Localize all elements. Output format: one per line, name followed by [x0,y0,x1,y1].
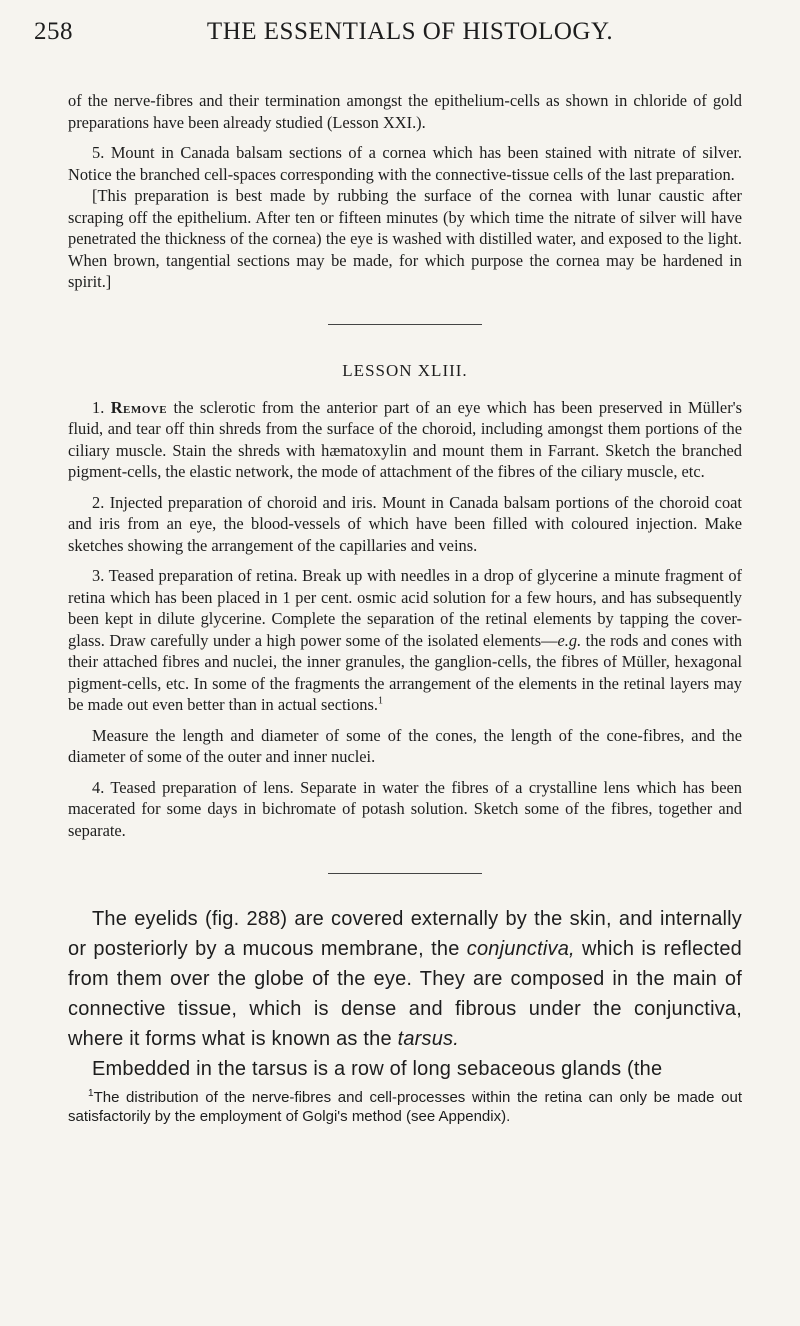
lesson-item-1 [68,397,742,483]
footnote-ref: 1 [377,695,383,707]
running-header [34,18,756,52]
page-number: 258 [34,18,73,45]
footnote-mark: 1 [88,1088,94,1099]
term-tarsus: tarsus. [397,1028,459,1050]
item-text-b: the rods and cones with their attached fibres and nuclei, the inner granules, the ganglion-cells, the fibres of Müller, hexagonal pigment-cells, etc. In some of the fragments the arrangement of the elements in the retinal layers may be made out even better than in actual sections. [68,630,742,714]
footnote-body: The distribution of the nerve-fibres and cell-processes within the retina can only be made out satisfactorily by the employment of Golgi's method (see Appendix). [68,1089,742,1125]
section-divider-2 [328,873,482,874]
lesson-item-2: 2. Injected preparation of choroid and iris. Mount in Canada balsam portions of the choroid coat and iris from an eye, the blood-vessels of which have been filled with coloured injection. Make sketches showing the arrangement of the capillaries and veins. [68,492,742,555]
main-text [68,904,742,1084]
item-number: 1. [92,397,105,417]
footnote-text [68,1088,742,1126]
paragraph-item-5: 5. Mount in Canada balsam sections of a cornea which has been stained with nitrate of silver. Notice the branched cell-spaces corresponding with the connective-tissue cells of the last preparation. [68,143,742,184]
item-text-a: 3. Teased preparation of retina. Break up with needles in a drop of glycerine a minute fragment of retina which has been placed in 1 per cent. osmic acid solution for a few hours, and has subsequently been kept in dilute glycerine. Complete the separation of the retinal elements by tapping the cover-glass. Draw carefully under a high power some of the isolated elements— [68,566,742,650]
text-run: which is reflected from them over the globe of the eye. They are composed in the main of connective tissue, which is dense and fibrous under the conjunctiva, where it forms what is known as the [68,938,742,1050]
lesson-heading: LESSON XLIII. [342,360,468,380]
lesson-item-3-measure: Measure the length and diameter of some of the cones, the length of the cone-fibres, and the diameter of some of the outer and inner nuclei. [68,725,742,766]
footnote [68,1088,742,1126]
page-body [68,90,742,1126]
item-text: the sclerotic from the anterior part of an eye which has been preserved in Müller's fluid, and tear off thin shreds from the surface of the choroid, including amongst them portions of the ciliary muscle. Stain the shreds with hæmatoxylin and mount them in Farrant. Sketch the branched pigment-cells, the elastic network, the mode of attachment of the fibres of the ciliary muscle, etc. [68,397,742,481]
term-eyelids: eyelids [134,908,198,930]
eyelids-paragraph [68,904,742,1054]
running-title: THE ESSENTIALS OF HISTOLOGY. [206,18,614,45]
tarsus-paragraph: Embedded in the tarsus is a row of long sebaceous glands (the [92,1058,663,1080]
text-run: (fig. 288) are covered externally by the skin, and internally or posteriorly by a mucous membrane, the [68,908,742,960]
item-lead-word: Remove [110,397,168,417]
lesson-item-3 [68,565,742,716]
lesson-item-4: 4. Teased preparation of lens. Separate in water the fibres of a crystalline lens which has been macerated for some days in bichromate of potash solution. Sketch some of the fibres, together and separate. [68,777,742,840]
eg-abbrev: e.g. [557,630,582,650]
continued-paragraph: of the nerve-fibres and their termination amongst the epithelium-cells as shown in chloride of gold preparations have been already studied (Lesson XXI.). [68,91,742,132]
text-run: The [92,908,135,930]
section-divider [328,324,482,325]
bracket-note: [This preparation is best made by rubbing the surface of the cornea with lunar caustic after scraping off the epithelium. After ten or fifteen minutes (by which time the nitrate of silver will have penetrated the thickness of the cornea) the eye is washed with distilled water, and exposed to the light. When brown, tangential sections may be made, for which purpose the cornea may be hardened in spirit.] [68,186,742,291]
term-conjunctiva: conjunctiva, [466,938,575,960]
